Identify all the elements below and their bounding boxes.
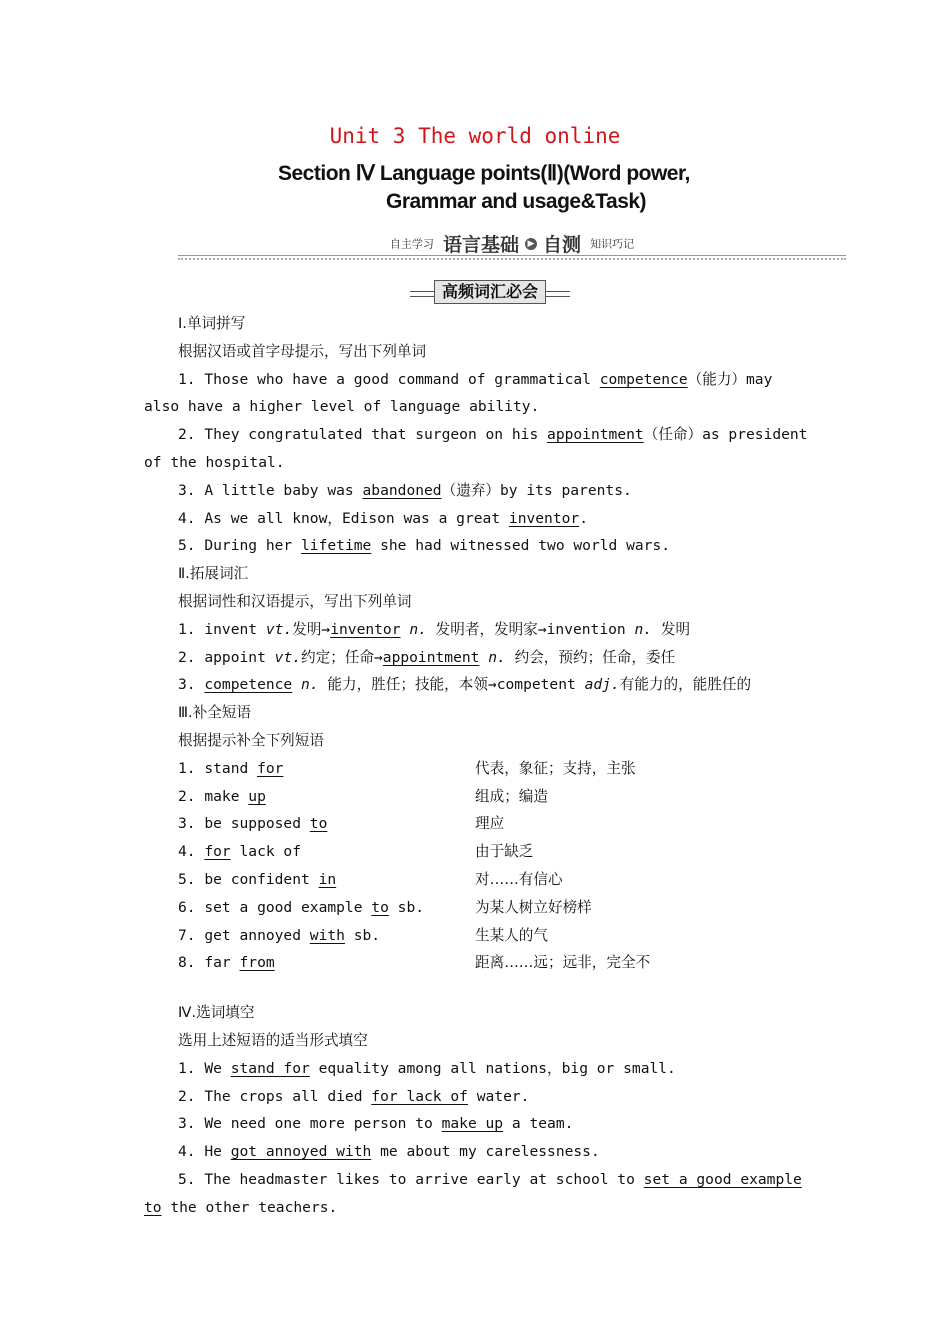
phrase-meaning: 由于缺乏	[475, 843, 534, 861]
answer: appointment	[547, 426, 644, 444]
spacer	[144, 977, 814, 999]
banner-dotted-rule	[178, 258, 846, 260]
answer: abandoned	[362, 481, 442, 499]
answer: from	[239, 954, 275, 972]
subheading-right-bar	[546, 291, 570, 297]
part4-item: 1. We stand for equality among all nations，big or small.	[178, 1059, 676, 1077]
part3-heading: Ⅲ.补全短语	[178, 704, 252, 722]
answer: inventor	[508, 509, 580, 527]
answer: for	[257, 759, 284, 777]
phrase-row: 2. make up 组成；编造	[144, 783, 814, 811]
part1-item: 1. Those who have a good command of grammatical competence（能力）may also have a higher level of language ability.	[144, 370, 773, 416]
phrase-meaning: 距离……远；远非，完全不	[475, 954, 651, 972]
answer: with	[309, 926, 345, 944]
banner-left-label: 自主学习	[389, 237, 434, 251]
part1-item: 3. A little baby was abandoned（遗弃）by its parents.	[178, 481, 632, 499]
phrase-row: 3. be supposed to 理应	[144, 810, 814, 838]
answer: to	[371, 898, 389, 916]
part2-item: 3. competence n. 能力，胜任；技能，本领→competent adj.有能力的，能胜任的	[178, 676, 752, 694]
part4-heading: Ⅳ.选词填空	[178, 1004, 255, 1022]
part4-item: 2. The crops all died for lack of water.	[178, 1087, 530, 1105]
answer: got annoyed with	[230, 1143, 372, 1161]
answer: appointment	[382, 648, 480, 666]
answer: competence	[204, 676, 293, 694]
phrase-meaning: 对……有信心	[475, 870, 563, 888]
part4-item: 5. The headmaster likes to arrive early at school to set a good example to the other teachers.	[144, 1170, 802, 1216]
answer: set a good example to	[144, 1170, 802, 1216]
part4-item: 3. We need one more person to make up a team.	[178, 1115, 574, 1133]
arrow-right-icon: ▶	[525, 238, 537, 250]
phrase-meaning: 生某人的气	[475, 926, 548, 944]
section-title-line2: Grammar and usage&Task)	[386, 190, 647, 213]
part1-heading: Ⅰ.单词拼写	[178, 315, 246, 332]
part1-item: 5. During her lifetime she had witnessed two world wars.	[178, 537, 671, 555]
phrase-row: 8. far from 距离……远；远非，完全不	[144, 949, 814, 977]
section-title	[278, 160, 738, 216]
banner-rule	[178, 255, 846, 256]
answer: in	[318, 870, 337, 888]
part4-item: 4. He got annoyed with me about my carelessness.	[178, 1143, 600, 1161]
phrase-row: 1. stand for 代表，象征；支持，主张	[144, 755, 814, 783]
part1-instruction: 根据汉语或首字母提示，写出下列单词	[178, 342, 427, 360]
answer: make up	[441, 1115, 504, 1133]
part2-item: 1. invent vt.发明→inventor n. 发明者，发明家→invention n. 发明	[178, 620, 691, 638]
part3-instruction: 根据提示补全下列短语	[178, 731, 324, 749]
part4-instruction: 选用上述短语的适当形式填空	[178, 1031, 368, 1049]
unit-title: Unit 3 The world online	[329, 124, 621, 148]
subheading-label: 高频词汇必会	[434, 280, 546, 304]
section-title-line1: Section Ⅳ Language points(Ⅱ)(Word power,	[278, 162, 690, 185]
answer: for	[204, 843, 231, 861]
subheading-left-bar	[410, 291, 434, 297]
part1-item: 2. They congratulated that surgeon on his appointment（任命）as president of the hospital.	[144, 426, 808, 471]
part2-heading: Ⅱ.拓展词汇	[178, 565, 249, 583]
phrase-row: 7. get annoyed with sb. 生某人的气	[144, 922, 814, 950]
part1-item: 4. As we all know，Edison was a great inventor.	[178, 509, 588, 527]
phrase-row: 5. be confident in 对……有信心	[144, 866, 814, 894]
part2-item: 2. appoint vt.约定；任命→appointment n. 约会，预约；任命，委任	[178, 648, 676, 666]
answer: stand for	[230, 1059, 310, 1077]
banner-main-1: 语言基础	[442, 234, 519, 256]
answer: lifetime	[301, 537, 372, 555]
phrase-meaning: 组成；编造	[475, 787, 548, 805]
phrase-meaning: 为某人树立好榜样	[475, 898, 592, 916]
exercise-content	[144, 310, 814, 1222]
answer: competence	[599, 370, 688, 388]
phrase-meaning: 理应	[475, 815, 505, 833]
banner-right-label: 知识巧记	[590, 237, 635, 251]
section-banner	[178, 230, 846, 260]
part2-instruction: 根据词性和汉语提示，写出下列单词	[178, 592, 412, 610]
banner-main-2: 自测	[543, 234, 582, 256]
phrase-row: 4. for lack of 由于缺乏	[144, 838, 814, 866]
answer: for lack of	[371, 1087, 468, 1105]
answer: up	[248, 787, 266, 805]
phrase-row: 6. set a good example to sb. 为某人树立好榜样	[144, 894, 814, 922]
answer: inventor	[330, 620, 401, 638]
phrase-meaning: 代表，象征；支持，主张	[475, 759, 636, 777]
answer: to	[309, 815, 328, 833]
subheading-box	[410, 280, 570, 304]
